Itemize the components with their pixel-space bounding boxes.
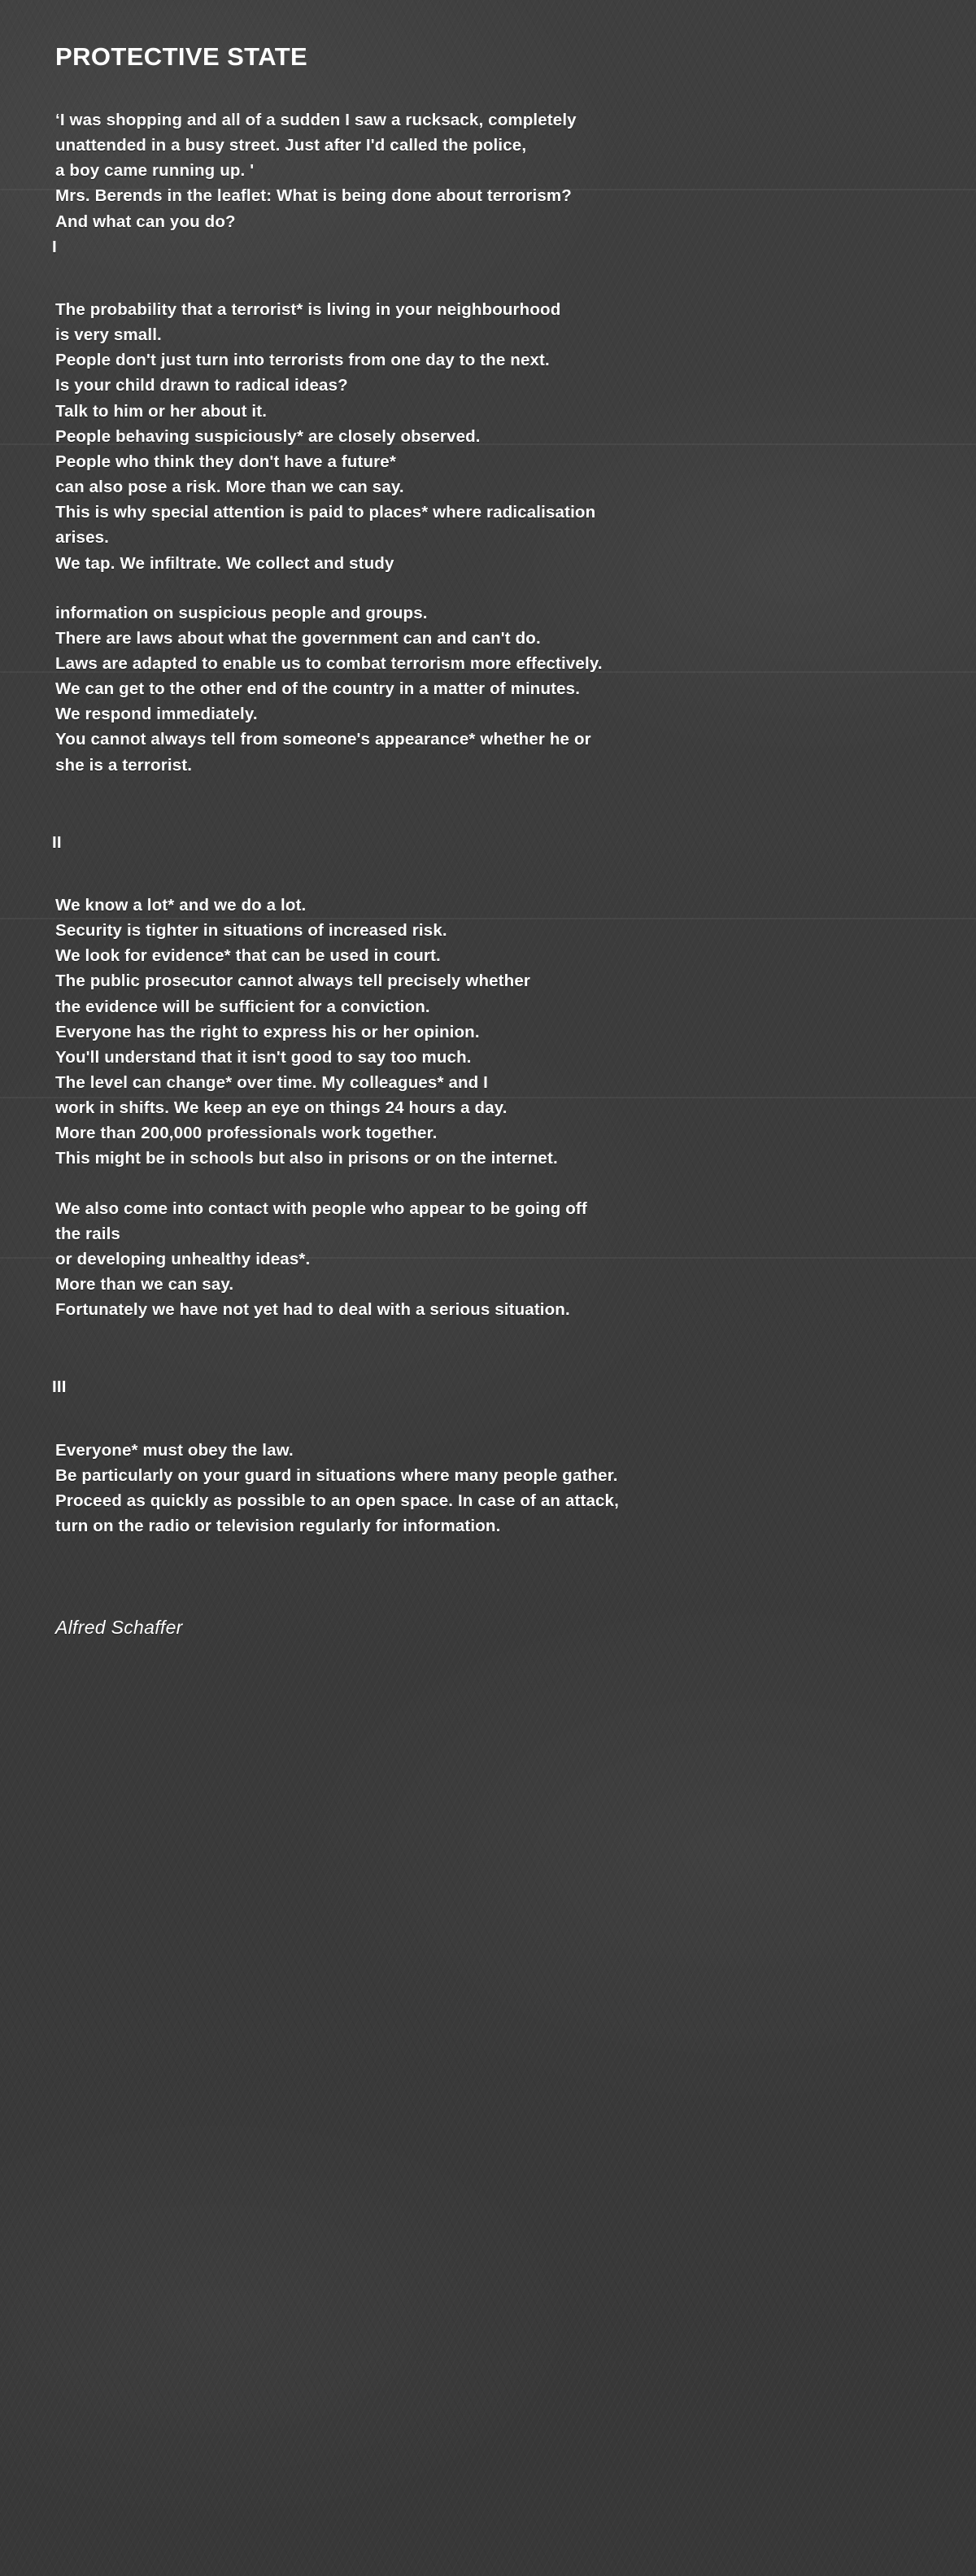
poem-line: The public prosecutor cannot always tell precisely whether bbox=[55, 971, 531, 991]
page-title: PROTECTIVE STATE bbox=[55, 42, 308, 71]
poem-line: People don't just turn into terrorists from one day to the next. bbox=[55, 351, 550, 370]
poem-line: This might be in schools but also in prisons or on the internet. bbox=[55, 1149, 558, 1168]
poem-line: is very small. bbox=[55, 325, 162, 345]
poem-line: Security is tighter in situations of increased risk. bbox=[55, 921, 447, 941]
poem-line: You cannot always tell from someone's appearance* whether he or bbox=[55, 730, 591, 749]
poem-line: More than 200,000 professionals work together. bbox=[55, 1124, 438, 1143]
section-numeral-3: III bbox=[52, 1378, 67, 1397]
stanza-3 bbox=[55, 1438, 924, 1539]
poem-line: This is why special attention is paid to places* where radicalisation bbox=[55, 503, 596, 522]
poem-line: We respond immediately. bbox=[55, 705, 258, 724]
poem-line: or developing unhealthy ideas*. bbox=[55, 1249, 311, 1268]
poem-line: she is a terrorist. bbox=[55, 755, 193, 775]
poem-line: information on suspicious people and groups. bbox=[55, 603, 428, 622]
poem-line: Everyone* must obey the law. bbox=[55, 1440, 294, 1460]
poem-line: There are laws about what the government can and can't do. bbox=[55, 628, 541, 648]
poem-line: People who think they don't have a future* bbox=[55, 452, 396, 471]
poem-line: We know a lot* and we do a lot. bbox=[55, 895, 307, 915]
poem-line: work in shifts. We keep an eye on things 24 hours a day. bbox=[55, 1098, 508, 1118]
poem-line: Is your child drawn to radical ideas? bbox=[55, 376, 348, 395]
poem-line: We also come into contact with people who appear to be going off bbox=[55, 1198, 587, 1218]
poem-line: We can get to the other end of the country in a matter of minutes. bbox=[55, 679, 581, 699]
poem-line: Proceed as quickly as possible to an open space. In case of an attack, bbox=[55, 1491, 619, 1510]
poem-line: We look for evidence* that can be used in court. bbox=[55, 946, 441, 966]
poem-line: unattended in a busy street. Just after I'd called the police, bbox=[55, 136, 527, 155]
stanza-1 bbox=[55, 297, 924, 778]
poem-line: Laws are adapted to enable us to combat terrorism more effectively. bbox=[55, 653, 603, 673]
poem-line: ‘I was shopping and all of a sudden I saw a rucksack, completely bbox=[55, 111, 577, 129]
section-numeral-1: I bbox=[52, 237, 57, 256]
poem-line: Talk to him or her about it. bbox=[55, 401, 268, 421]
poem-line: The level can change* over time. My colleagues* and I bbox=[55, 1073, 489, 1092]
poem-line: arises. bbox=[55, 528, 110, 548]
poem-line: can also pose a risk. More than we can say. bbox=[55, 478, 404, 497]
poem-line: Fortunately we have not yet had to deal with a serious situation. bbox=[55, 1300, 570, 1320]
author-name: Alfred Schaffer bbox=[55, 1617, 183, 1639]
poem-line: People behaving suspiciously* are closely observed. bbox=[55, 426, 481, 446]
poem-line: Be particularly on your guard in situations where many people gather. bbox=[55, 1465, 618, 1485]
poem-line: The probability that a terrorist* is living in your neighbourhood bbox=[55, 299, 561, 319]
poem-line: Everyone has the right to express his or her opinion. bbox=[55, 1022, 480, 1041]
stanza-2 bbox=[55, 893, 924, 1323]
stanza-epigraph bbox=[55, 107, 924, 234]
section-numeral-2: II bbox=[52, 832, 62, 852]
poem-line: And what can you do? bbox=[55, 212, 236, 231]
poem-line: a boy came running up. ' bbox=[55, 161, 255, 181]
poem-line: You'll understand that it isn't good to say too much. bbox=[55, 1047, 472, 1067]
poem-line: More than we can say. bbox=[55, 1275, 234, 1295]
poem-line: the rails bbox=[55, 1224, 120, 1243]
poem-line: We tap. We infiltrate. We collect and study bbox=[55, 553, 394, 573]
poem-line: Mrs. Berends in the leaflet: What is being done about terrorism? bbox=[55, 186, 572, 206]
poem-line: the evidence will be sufficient for a conviction. bbox=[55, 997, 430, 1016]
poem-line: turn on the radio or television regularly for information. bbox=[55, 1517, 501, 1536]
